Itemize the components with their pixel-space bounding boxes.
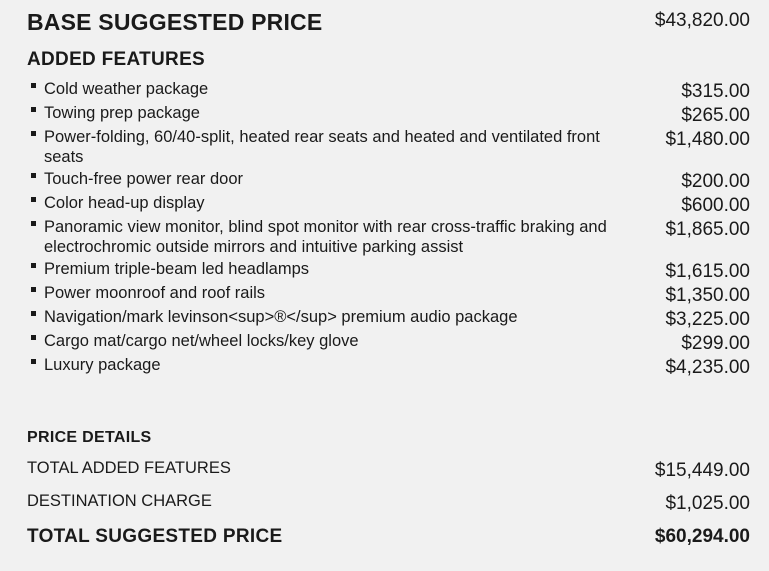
- destination-charge-label: DESTINATION CHARGE: [27, 492, 212, 510]
- added-features-heading: ADDED FEATURES: [27, 49, 206, 70]
- feature-price: $1,350.00: [665, 285, 750, 306]
- bullet-icon: [31, 83, 36, 88]
- bullet-icon: [31, 197, 36, 202]
- bullet-icon: [31, 107, 36, 112]
- feature-price: $265.00: [681, 105, 750, 126]
- feature-label: Panoramic view monitor, blind spot monitor with rear cross-traffic braking and electrochromic outside mirrors and intuitive parking assist: [44, 218, 607, 256]
- feature-label: Cargo mat/cargo net/wheel locks/key glove: [44, 332, 359, 350]
- feature-label: Color head-up display: [44, 194, 205, 212]
- total-suggested-price-label: TOTAL SUGGESTED PRICE: [27, 526, 283, 547]
- feature-price: $1,615.00: [665, 261, 750, 282]
- destination-charge-value: $1,025.00: [665, 493, 750, 514]
- feature-label: Luxury package: [44, 356, 161, 374]
- bullet-icon: [31, 359, 36, 364]
- feature-label: Navigation/mark levinson<sup>®</sup> premium audio package: [44, 308, 518, 326]
- bullet-icon: [31, 335, 36, 340]
- bullet-icon: [31, 311, 36, 316]
- feature-label: Towing prep package: [44, 104, 200, 122]
- feature-price: $200.00: [681, 171, 750, 192]
- feature-price: $3,225.00: [665, 309, 750, 330]
- bullet-icon: [31, 131, 36, 136]
- bullet-icon: [31, 263, 36, 268]
- base-price-value: $43,820.00: [654, 10, 750, 31]
- feature-price: $600.00: [681, 195, 750, 216]
- feature-label: Touch-free power rear door: [44, 170, 244, 188]
- feature-label: Cold weather package: [44, 80, 209, 98]
- total-added-features-label: TOTAL ADDED FEATURES: [27, 459, 231, 477]
- feature-label: Power moonroof and roof rails: [44, 284, 266, 302]
- total-suggested-price-value: $60,294.00: [654, 526, 750, 547]
- bullet-icon: [31, 287, 36, 292]
- feature-price: $1,480.00: [665, 129, 750, 150]
- feature-price: $315.00: [681, 81, 750, 102]
- feature-label: Premium triple-beam led headlamps: [44, 260, 310, 278]
- total-added-features-value: $15,449.00: [654, 460, 750, 481]
- bullet-icon: [31, 173, 36, 178]
- feature-price: $1,865.00: [665, 219, 750, 240]
- base-price-label: BASE SUGGESTED PRICE: [27, 9, 323, 35]
- bullet-icon: [31, 221, 36, 226]
- feature-label: Power-folding, 60/40-split, heated rear seats and heated and ventilated front seats: [44, 128, 600, 166]
- feature-price: $4,235.00: [665, 357, 750, 378]
- price-details-heading: PRICE DETAILS: [27, 429, 152, 446]
- feature-price: $299.00: [681, 333, 750, 354]
